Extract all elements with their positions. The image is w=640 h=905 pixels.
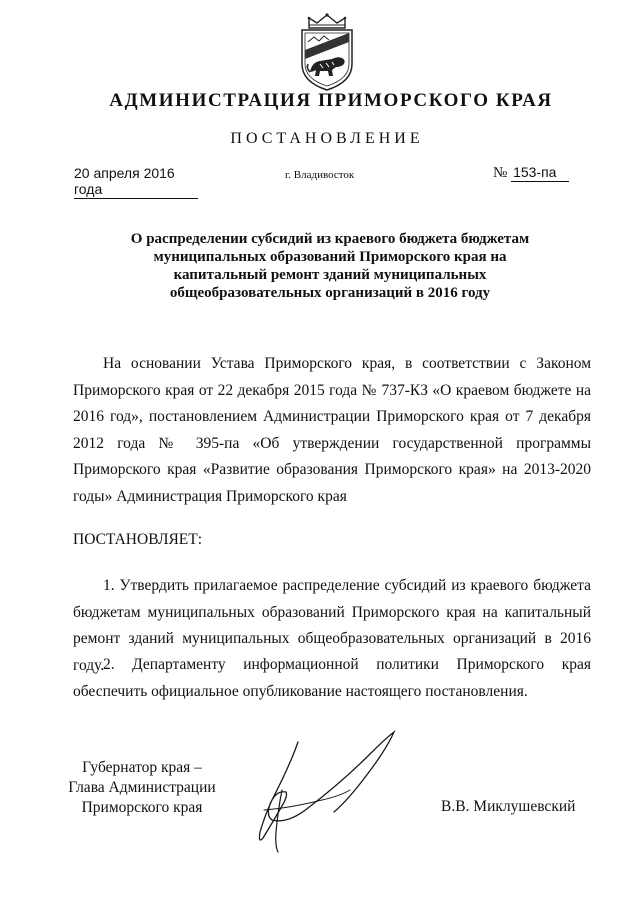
subject-line: О распределении субсидий из краевого бюджета бюджетам	[130, 231, 530, 247]
signer-role-line: Приморского края	[81, 799, 203, 816]
document-subject	[80, 230, 580, 302]
basis-paragraph: На основании Устава Приморского края, в соответствии с Законом Приморского края от 22 декабря 2015 года № 737-КЗ «О краевом бюджете на 2016 год», постановлением Администрации Приморского края от 7 декабря 2012 года № 395-па «Об утверждении государственной программы Приморского края «Развитие образования Приморского края» на 2013-2020 годы» Администрация Приморского края	[73, 355, 591, 505]
handwritten-signature	[230, 720, 430, 860]
document-city: г. Владивосток	[285, 169, 355, 181]
subject-line: муниципальных образований Приморского края на	[153, 249, 507, 265]
number-prefix: №	[493, 165, 508, 181]
coat-of-arms-icon	[292, 12, 362, 92]
subject-line: общеобразовательных организаций в 2016 году	[169, 285, 491, 301]
subject-line: капитальный ремонт зданий муниципальных	[173, 267, 487, 283]
administration-title: АДМИНИСТРАЦИЯ ПРИМОРСКОГО КРАЯ	[109, 90, 553, 111]
signer-role-line: Губернатор края –	[82, 759, 202, 776]
document-type: ПОСТАНОВЛЕНИЕ	[230, 130, 424, 147]
document-date: 20 апреля 2016 года	[74, 165, 198, 199]
signer-name: В.В. Миклушевский	[441, 798, 576, 815]
resolves-heading: ПОСТАНОВЛЯЕТ:	[73, 531, 203, 548]
resolution-item-1: 1. Утвердить прилагаемое распределение субсидий из краевого бюджета бюджетам муниципальных образований Приморского края на капитальный ремонт зданий муниципальных общеобразовательных организаций в 2016 году.	[73, 577, 591, 674]
resolution-item-2: 2. Департаменту информационной политики Приморского края обеспечить официальное опубликование настоящего постановления.	[73, 656, 591, 700]
signer-role	[62, 758, 222, 818]
document-number: 153-па	[511, 164, 569, 182]
signer-role-line: Глава Администрации	[68, 779, 216, 796]
document-number-field	[493, 164, 569, 182]
